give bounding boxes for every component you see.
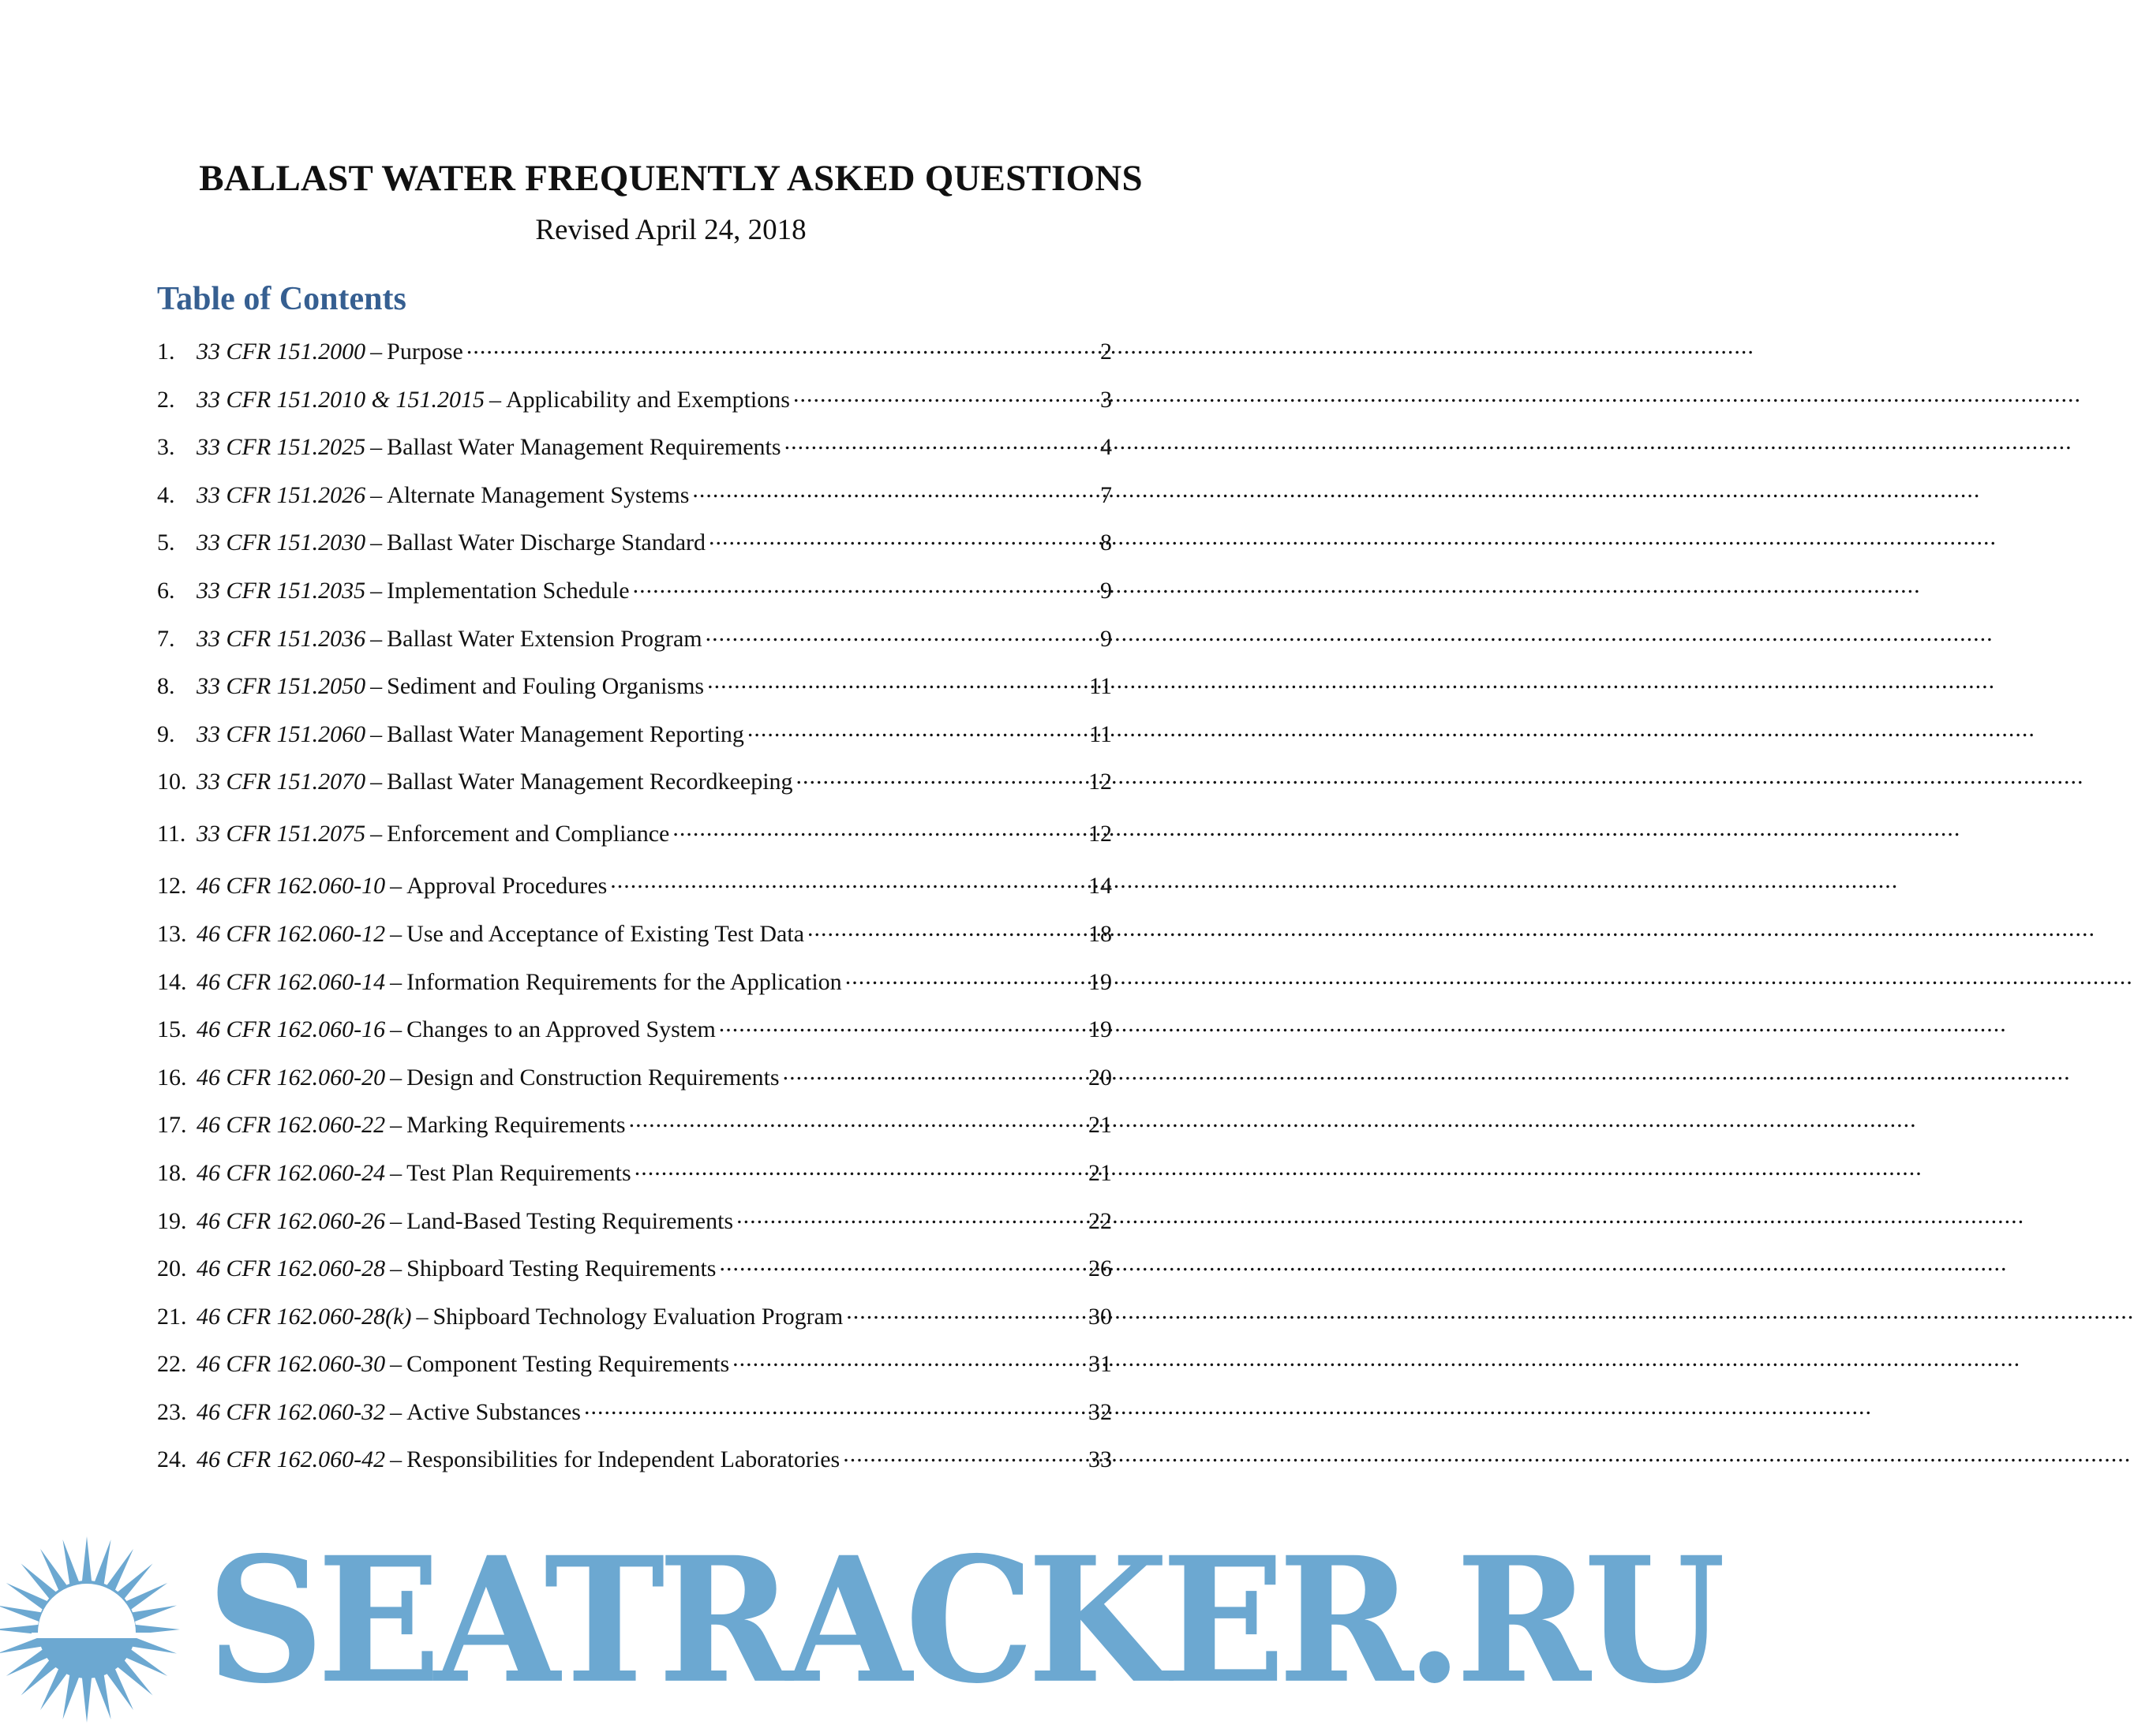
- toc-entry-leader: [633, 574, 1097, 598]
- toc-entry-page: 7: [1100, 481, 1112, 508]
- toc-entry-page: 14: [1088, 873, 1112, 900]
- toc-entry-title: Test Plan Requirements: [406, 1159, 631, 1186]
- toc-entry-page: 19: [1088, 1016, 1112, 1043]
- toc-entry-leader: [635, 1157, 1085, 1180]
- toc-entry-cfr: 46 CFR 162.060-14: [197, 968, 386, 995]
- toc-entry-number: 21.: [157, 1303, 187, 1330]
- watermark: [0, 1519, 1719, 1736]
- toc-entry-title: Ballast Water Management Requirements: [387, 434, 781, 461]
- toc-entry-number: 13.: [157, 920, 187, 947]
- toc-entry-cfr: 33 CFR 151.2010 & 151.2015: [197, 386, 485, 413]
- toc-entry-number: 19.: [157, 1207, 187, 1234]
- toc-entry-title: Sediment and Fouling Organisms: [387, 673, 705, 700]
- toc-entry[interactable]: [157, 1443, 1112, 1491]
- toc-entry-title: Marking Requirements: [406, 1112, 626, 1139]
- toc-entry-number: 17.: [157, 1112, 187, 1139]
- toc-entry-page: 11: [1089, 720, 1112, 747]
- toc-entry[interactable]: [157, 870, 1112, 918]
- sun-ray: [82, 1536, 92, 1584]
- sun-ray: [94, 1672, 111, 1719]
- toc-entry-title: Responsibilities for Independent Laboratories: [406, 1446, 840, 1473]
- toc-entry-cfr: 46 CFR 162.060-20: [197, 1064, 386, 1091]
- toc-entry-leader: [719, 1013, 1085, 1037]
- toc-entry-number: 8.: [157, 673, 175, 700]
- toc-entry[interactable]: [157, 623, 1112, 671]
- toc-entry-separator: –: [390, 1064, 402, 1091]
- toc-entry-title: Purpose: [387, 339, 463, 365]
- toc-entry-leader: [843, 1443, 1085, 1467]
- toc-entry-number: 20.: [157, 1255, 187, 1282]
- toc-entry-page: 12: [1088, 821, 1112, 847]
- toc-entry[interactable]: [157, 1109, 1112, 1157]
- toc-entry-leader: [707, 670, 1086, 694]
- toc-entry-leader: [629, 1109, 1085, 1132]
- toc-entry-leader: [672, 817, 1085, 841]
- toc-entry-title: Active Substances: [406, 1398, 581, 1425]
- toc-entry-title: Use and Acceptance of Existing Test Data: [406, 920, 805, 947]
- toc-entry-leader: [784, 431, 1097, 455]
- toc-entry-number: 23.: [157, 1398, 187, 1425]
- toc-entry-cfr: 46 CFR 162.060-12: [197, 920, 386, 947]
- toc-entry-number: 22.: [157, 1351, 187, 1378]
- toc-entry-page: 26: [1088, 1255, 1112, 1282]
- toc-entry-page: 32: [1088, 1398, 1112, 1425]
- toc-entry-separator: –: [370, 673, 383, 700]
- toc-entry-separator: –: [370, 625, 383, 652]
- toc-entry-page: 20: [1088, 1064, 1112, 1091]
- toc-entry-title: Enforcement and Compliance: [387, 821, 670, 847]
- toc-entry-separator: –: [370, 481, 383, 508]
- toc-entry[interactable]: [157, 383, 1112, 432]
- toc-entry-separator: –: [416, 1303, 429, 1330]
- toc-entry-separator: –: [390, 1351, 402, 1378]
- toc-entry-page: 9: [1100, 625, 1112, 652]
- toc-entry-title: Ballast Water Extension Program: [387, 625, 702, 652]
- toc-entry[interactable]: [157, 526, 1112, 574]
- toc-entry-leader: [692, 479, 1097, 503]
- toc-entry[interactable]: [157, 670, 1112, 718]
- sun-ray: [94, 1540, 111, 1587]
- toc-entry-leader: [807, 918, 1085, 941]
- toc-entry-title: Changes to an Approved System: [406, 1016, 716, 1043]
- toc-entry-number: 24.: [157, 1446, 187, 1473]
- toc-entry-number: 16.: [157, 1064, 187, 1091]
- toc-entry-separator: –: [390, 1446, 402, 1473]
- toc-entry-leader: [846, 1300, 1085, 1324]
- toc-entry-cfr: 33 CFR 151.2026: [197, 481, 366, 508]
- toc-entry-cfr: 46 CFR 162.060-26: [197, 1207, 386, 1234]
- toc-entry-number: 6.: [157, 577, 175, 604]
- toc-entry-cfr: 46 CFR 162.060-28: [197, 1255, 386, 1282]
- toc-entry-title: Shipboard Technology Evaluation Program: [432, 1303, 844, 1330]
- toc-entry-cfr: 33 CFR 151.2000: [197, 339, 366, 365]
- toc-entry-page: 12: [1088, 769, 1112, 795]
- toc-entry[interactable]: [157, 574, 1112, 623]
- toc-entry-separator: –: [370, 434, 383, 461]
- toc-entry-title: Implementation Schedule: [387, 577, 630, 604]
- toc-entry-page: 2: [1100, 339, 1112, 365]
- toc-entry-number: 5.: [157, 529, 175, 556]
- toc-entry-leader: [793, 383, 1097, 407]
- toc-entry-title: Design and Construction Requirements: [406, 1064, 780, 1091]
- table-of-contents: [157, 335, 1112, 1491]
- toc-entry-title: Approval Procedures: [406, 873, 608, 900]
- watermark-text: SEATRACKER.RU: [207, 1519, 1719, 1722]
- toc-entry[interactable]: [157, 765, 1112, 817]
- toc-entry-number: 11.: [157, 821, 186, 847]
- toc-entry-cfr: 33 CFR 151.2060: [197, 720, 366, 747]
- toc-entry-number: 2.: [157, 386, 175, 413]
- toc-entry[interactable]: [157, 1061, 1112, 1109]
- toc-entry-number: 1.: [157, 339, 175, 365]
- toc-entry-separator: –: [489, 386, 501, 413]
- toc-entry-leader: [747, 718, 1086, 742]
- toc-entry-leader: [719, 1252, 1085, 1276]
- toc-entry[interactable]: [157, 335, 1112, 383]
- document-title: BALLAST WATER FREQUENTLY ASKED QUESTIONS: [199, 158, 1143, 199]
- toc-entry-title: Shipboard Testing Requirements: [406, 1255, 717, 1282]
- toc-entry-separator: –: [390, 1398, 402, 1425]
- sun-burst-icon: [0, 1535, 197, 1732]
- sun-ray: [129, 1637, 177, 1654]
- toc-entry[interactable]: [157, 966, 1112, 1014]
- toc-entry-page: 31: [1088, 1351, 1112, 1378]
- toc-entry-leader: [783, 1061, 1085, 1085]
- toc-entry[interactable]: [157, 1205, 1112, 1253]
- toc-entry[interactable]: [157, 918, 1112, 966]
- toc-entry-cfr: 46 CFR 162.060-22: [197, 1112, 386, 1139]
- toc-entry[interactable]: [157, 1252, 1112, 1300]
- toc-entry-separator: –: [370, 339, 383, 365]
- toc-entry-number: 14.: [157, 968, 187, 995]
- toc-entry-page: 22: [1088, 1207, 1112, 1234]
- toc-entry-page: 30: [1088, 1303, 1112, 1330]
- toc-entry-number: 4.: [157, 481, 175, 508]
- toc-entry-number: 12.: [157, 873, 187, 900]
- toc-entry-separator: –: [390, 1112, 402, 1139]
- toc-entry-cfr: 46 CFR 162.060-32: [197, 1398, 386, 1425]
- toc-entry-cfr: 46 CFR 162.060-10: [197, 873, 386, 900]
- toc-entry-page: 19: [1088, 968, 1112, 995]
- toc-entry-cfr: 33 CFR 151.2025: [197, 434, 366, 461]
- toc-entry-separator: –: [390, 873, 402, 900]
- toc-entry-number: 18.: [157, 1159, 187, 1186]
- toc-entry-leader: [709, 526, 1097, 550]
- toc-entry-number: 10.: [157, 769, 187, 795]
- toc-entry[interactable]: [157, 1396, 1112, 1444]
- toc-entry-number: 9.: [157, 720, 175, 747]
- toc-entry-cfr: 46 CFR 162.060-42: [197, 1446, 386, 1473]
- toc-entry-page: 9: [1100, 577, 1112, 604]
- sun-ray: [82, 1675, 92, 1723]
- toc-entry-page: 4: [1100, 434, 1112, 461]
- toc-entry-title: Alternate Management Systems: [387, 481, 690, 508]
- sun-ray: [0, 1637, 44, 1654]
- toc-entry-title: Land-Based Testing Requirements: [406, 1207, 734, 1234]
- toc-entry[interactable]: [157, 1348, 1112, 1396]
- toc-entry-number: 3.: [157, 434, 175, 461]
- toc-entry-separator: –: [370, 821, 383, 847]
- sun-ray: [129, 1605, 177, 1622]
- toc-entry-cfr: 46 CFR 162.060-24: [197, 1159, 386, 1186]
- toc-entry-separator: –: [370, 529, 383, 556]
- toc-entry[interactable]: [157, 718, 1112, 766]
- toc-entry-cfr: 33 CFR 151.2050: [197, 673, 366, 700]
- toc-entry-cfr: 33 CFR 151.2070: [197, 769, 366, 795]
- toc-entry-separator: –: [390, 968, 402, 995]
- toc-entry-cfr: 33 CFR 151.2035: [197, 577, 366, 604]
- document-subtitle: Revised April 24, 2018: [535, 214, 807, 246]
- toc-entry-separator: –: [370, 720, 383, 747]
- toc-entry-page: 3: [1100, 386, 1112, 413]
- toc-entry[interactable]: [157, 431, 1112, 479]
- toc-entry-page: 21: [1088, 1112, 1112, 1139]
- toc-entry-page: 8: [1100, 529, 1112, 556]
- toc-entry-cfr: 46 CFR 162.060-30: [197, 1351, 386, 1378]
- toc-entry-page: 21: [1088, 1159, 1112, 1186]
- sun-ray: [0, 1605, 44, 1622]
- toc-entry-cfr: 46 CFR 162.060-28(k): [197, 1303, 412, 1330]
- toc-entry-number: 7.: [157, 625, 175, 652]
- toc-entry-cfr: 33 CFR 151.2036: [197, 625, 366, 652]
- toc-entry-separator: –: [390, 1016, 402, 1043]
- toc-entry-separator: –: [390, 1207, 402, 1234]
- toc-entry-separator: –: [370, 577, 383, 604]
- toc-entry[interactable]: [157, 1013, 1112, 1061]
- toc-entry-page: 18: [1088, 920, 1112, 947]
- toc-entry-leader: [610, 870, 1085, 893]
- toc-entry-page: 11: [1089, 673, 1112, 700]
- toc-entry[interactable]: [157, 817, 1112, 870]
- toc-entry-separator: –: [390, 1159, 402, 1186]
- toc-entry-title: Component Testing Requirements: [406, 1351, 730, 1378]
- toc-entry-cfr: 46 CFR 162.060-16: [197, 1016, 386, 1043]
- toc-entry-separator: –: [370, 769, 383, 795]
- toc-entry[interactable]: [157, 479, 1112, 527]
- sun-ray: [62, 1672, 80, 1719]
- toc-entry-title: Ballast Water Management Recordkeeping: [387, 769, 793, 795]
- toc-entry-leader: [796, 765, 1085, 789]
- toc-entry-leader: [584, 1396, 1085, 1420]
- toc-entry-separator: –: [390, 920, 402, 947]
- toc-entry-title: Applicability and Exemptions: [506, 386, 790, 413]
- toc-entry[interactable]: [157, 1157, 1112, 1205]
- toc-entry-leader: [466, 335, 1097, 359]
- toc-entry-title: Ballast Water Discharge Standard: [387, 529, 706, 556]
- toc-entry-separator: –: [390, 1255, 402, 1282]
- toc-entry-leader: [845, 966, 1085, 990]
- toc-entry-page: 33: [1088, 1446, 1112, 1473]
- toc-entry-leader: [732, 1348, 1085, 1371]
- toc-entry-cfr: 33 CFR 151.2075: [197, 821, 366, 847]
- sun-ray: [62, 1540, 80, 1587]
- toc-entry-title: Ballast Water Management Reporting: [387, 720, 744, 747]
- toc-entry-leader: [706, 623, 1097, 646]
- toc-heading: Table of Contents: [157, 281, 406, 317]
- toc-entry-cfr: 33 CFR 151.2030: [197, 529, 366, 556]
- toc-entry[interactable]: [157, 1300, 1112, 1349]
- toc-entry-title: Information Requirements for the Application: [406, 968, 842, 995]
- toc-entry-number: 15.: [157, 1016, 187, 1043]
- toc-entry-leader: [736, 1205, 1085, 1229]
